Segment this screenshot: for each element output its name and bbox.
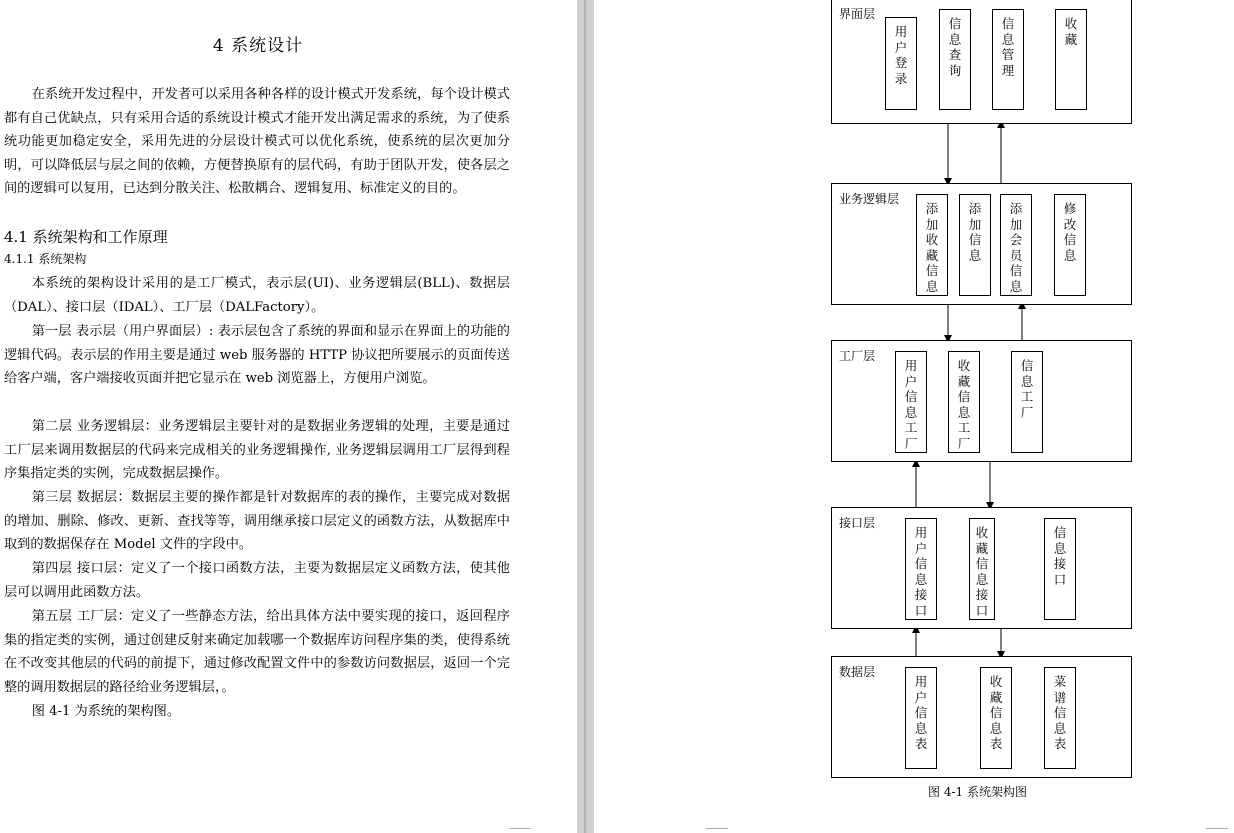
paragraph-layer2: 第二层 业务逻辑层：业务逻辑层主要针对的是数据业务逻辑的处理，主要是通过工厂层来调用数据层的代码来完成相关的业务逻辑操作, 业务逻辑层调用工厂层得到程序集指定类的实例，完成数据层操作。 (4, 419, 510, 482)
paragraph-figure-ref: 图 4-1 为系统的架构图。 (31, 704, 181, 719)
paragraph-layer4: 第四层 接口层：定义了一个接口函数方法，主要为数据层定义函数方法，使其他层可以调用此函数方法。 (4, 561, 510, 600)
page-corner-mark (509, 828, 531, 833)
layer-bll (831, 183, 1132, 305)
box-add-favorite: 添加收藏信息 (916, 194, 948, 296)
layer-interface (831, 507, 1132, 629)
box-user-table: 用户信息表 (905, 667, 937, 769)
document-page-right (594, 0, 1234, 833)
box-favorite-interface: 收藏信息接口 (969, 518, 995, 620)
box-favorite-table: 收藏信息表 (980, 667, 1012, 769)
page-corner-mark-left (706, 828, 728, 833)
intro-paragraph: 在系统开发过程中，开发者可以采用各种各样的设计模式开发系统，每个设计模式都有自己优缺点，只有采用合适的系统设计模式才能开发出满足需求的系统，为了使系统功能更加稳定安全，采用先进的分层设计模式可以优化系统，使系统的层次更加分明，可以降低层与层之间的依赖，方便替换原有的层代码，有助于团队开发，使各层之间的逻辑可以复用，已达到分散关注、松散耦合、逻辑复用、标准定义的目的。 (4, 87, 510, 197)
layer-data-label: 数据层 (839, 665, 876, 679)
box-info-manage: 信息管理 (992, 9, 1024, 110)
box-favorite: 收藏 (1055, 9, 1087, 110)
figure-caption: 图 4-1 系统架构图 (928, 785, 1027, 799)
subsection-heading: 4.1.1 系统架构 (4, 252, 87, 266)
paragraph-layer3: 第三层 数据层：数据层主要的操作都是针对数据库的表的操作，主要完成对数据的增加、删除、修改、更新、查找等等，调用继承接口层定义的函数方法，从数据库中取到的数据保存在 Model 文件的字段中。 (4, 490, 510, 553)
page-divider (584, 0, 586, 833)
box-user-interface: 用户信息接口 (905, 518, 937, 620)
section-heading: 4.1 系统架构和工作原理 (4, 228, 168, 246)
box-info-factory: 信息工厂 (1011, 351, 1043, 453)
layer-data (831, 656, 1132, 778)
box-add-member: 添加会员信息 (1000, 194, 1032, 296)
box-user-factory: 用户信息工厂 (895, 351, 927, 453)
page-corner-mark-right (1206, 828, 1228, 833)
paragraph-architecture: 本系统的架构设计采用的是工厂模式，表示层(UI)、业务逻辑层(BLL)、数据层（DAL）、接口层（IDAL）、工厂层（DALFactory）。 (4, 276, 510, 315)
layer-ui-label: 界面层 (839, 7, 876, 21)
box-favorite-factory: 收藏信息工厂 (948, 351, 980, 453)
paragraph-layer1: 第一层 表示层（用户界面层）: 表示层包含了系统的界面和显示在界面上的功能的逻辑代码。表示层的作用主要是通过 web 服务器的 HTTP 协议把所要展示的页面传送给客户端，客户端接收页面并把它显示在 web 浏览器上，方便用户浏览。 (4, 324, 510, 387)
box-user-login: 用户登录 (885, 17, 917, 110)
box-edit-info: 修改信息 (1054, 194, 1086, 296)
layer-bll-label: 业务逻辑层 (839, 192, 900, 206)
box-recipe-table: 菜谱信息表 (1044, 667, 1076, 769)
layer-interface-label: 接口层 (839, 516, 876, 530)
chapter-title: 4 系统设计 (212, 36, 304, 56)
layer-ui (831, 0, 1132, 124)
box-add-info: 添加信息 (959, 194, 991, 296)
paragraph-layer5: 第五层 工厂层：定义了一些静态方法，给出具体方法中要实现的接口，返回程序集的指定类的实例，通过创建反射来确定加载哪一个数据库访问程序集的类，使得系统在不改变其他层的代码的前提下，通过修改配置文件中的参数访问数据层，返回一个完整的调用数据层的路径给业务逻辑层，。 (4, 609, 510, 695)
box-info-interface: 信息接口 (1044, 518, 1076, 620)
document-page-left (0, 0, 577, 833)
layer-factory (831, 340, 1132, 462)
box-info-query: 信息查询 (939, 9, 971, 110)
layer-factory-label: 工厂层 (839, 349, 876, 363)
